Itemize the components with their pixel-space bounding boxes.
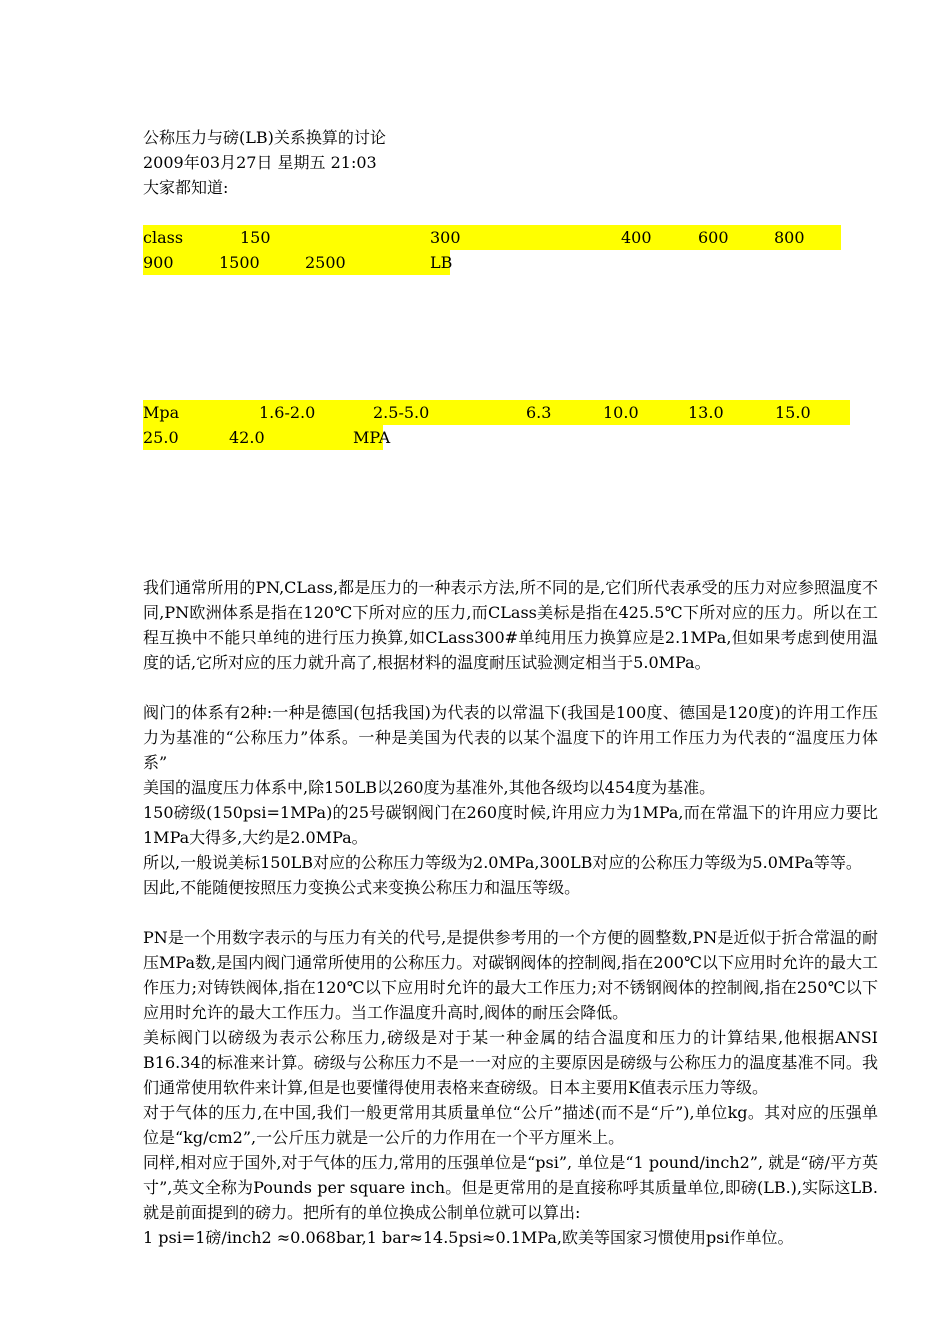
table-cell: 25.0 (143, 428, 179, 447)
spacer (143, 900, 878, 925)
table-cell: 13.0 (688, 403, 724, 422)
table-cell: 300 (430, 228, 461, 247)
table-cell: 1500 (219, 253, 260, 272)
paragraph-kg: 对于气体的压力,在中国,我们一般更常用其质量单位“公斤”描述(而不是“斤”),单位kg。其对应的压强单位是“kg/cm2”,一公斤压力就是一公斤的力作用在一个平方厘米上。 (143, 1103, 878, 1147)
table-cell: 600 (698, 228, 729, 247)
paragraph-psi: 同样,相对应于国外,对于气体的压力,常用的压强单位是“psi”, 单位是“1 pound/inch2”, 就是“磅/平方英寸”,英文全称为Pounds per square inch。但是更常用的是直接称呼其质量单位,即磅(LB.),实际这LB.就是前面提到的磅力。把所有的单位换成公制单位就可以算出: (143, 1153, 878, 1222)
table-cell: 15.0 (775, 403, 811, 422)
table-cell: Mpa (143, 403, 180, 422)
paragraph-conversion: 1 psi=1磅/inch2 ≈0.068bar,1 bar≈14.5psi≈0.1MPa,欧美等国家习惯使用psi作单位。 (143, 1228, 794, 1247)
table-cell: 150 (240, 228, 271, 247)
document-page (143, 125, 878, 1250)
paragraph-150-class: 150磅级(150psi=1MPa)的25号碳钢阀门在260度时候,许用应力为1MPa,而在常温下的许用应力要比1MPa大得多,大约是2.0MPa。 (143, 803, 878, 847)
doc-title: 公称压力与磅(LB)关系换算的讨论 (143, 128, 386, 147)
paragraph-us-class: 美标阀门以磅级为表示公称压力,磅级是对于某一种金属的结合温度和压力的计算结果,他根据ANSI B16.34的标准来计算。磅级与公称压力不是一一对应的主要原因是磅级与公称压力的温度基准不同。我们通常使用软件来计算,但是也要懂得使用表格来查磅级。日本主要用K值表示压力等级。 (143, 1028, 878, 1097)
table-cell: 2500 (305, 253, 346, 272)
paragraph-therefore: 因此,不能随便按照压力变换公式来变换公称压力和温压等级。 (143, 878, 581, 897)
table-row-mpa (143, 400, 850, 425)
table-row-class-cont (143, 250, 453, 275)
paragraph-pn-definition: PN是一个用数字表示的与压力有关的代号,是提供参考用的一个方便的圆整数,PN是近似于折合常温的耐压MPa数,是国内阀门通常所使用的公称压力。对碳钢阀体的控制阀,指在200℃以下应用时允许的最大工作压力;对铸铁阀体,指在120℃以下应用时允许的最大工作压力;对不锈钢阀体的控制阀,指在250℃以下应用时允许的最大工作压力。当工作温度升高时,阀体的耐压会降低。 (143, 928, 878, 1022)
paragraph-pn-class: 我们通常所用的PN,CLass,都是压力的一种表示方法,所不同的是,它们所代表承受的压力对应参照温度不同,PN欧洲体系是指在120℃下所对应的压力,而CLass美标是指在425.5℃下所对应的压力。所以在工程互换中不能只单纯的进行压力换算,如CLass300#单纯用压力换算应是2.1MPa,但如果考虑到使用温度的话,它所对应的压力就升高了,根据材料的温度耐压试验测定相当于5.0MPa。 (143, 578, 878, 672)
table-cell: 42.0 (229, 428, 265, 447)
spacer (143, 550, 878, 575)
table-cell: MPA (353, 428, 391, 447)
table-cell: 6.3 (526, 403, 552, 422)
paragraph-valve-systems: 阀门的体系有2种:一种是德国(包括我国)为代表的以常温下(我国是100度、德国是120度)的许用工作压力为基准的“公称压力”体系。一种是美国为代表的以某个温度下的许用工作压力为代表的“温度压力体系” (143, 703, 878, 772)
table-row-class (143, 225, 841, 250)
table-cell: 400 (621, 228, 652, 247)
table-cell: class (143, 228, 184, 247)
table-cell: 900 (143, 253, 174, 272)
table-cell: 2.5-5.0 (373, 403, 430, 422)
spacer (143, 675, 878, 700)
spacer (143, 200, 878, 225)
doc-intro: 大家都知道: (143, 178, 229, 197)
table-cell: 1.6-2.0 (259, 403, 316, 422)
paragraph-us-system: 美国的温度压力体系中,除150LB以260度为基准外,其他各级均以454度为基准。 (143, 778, 716, 797)
paragraph-so: 所以,一般说美标150LB对应的公称压力等级为2.0MPa,300LB对应的公称压力等级为5.0MPa等等。 (143, 853, 862, 872)
table-row-mpa-cont (143, 425, 391, 450)
table-cell: 800 (774, 228, 805, 247)
table-cell: 10.0 (603, 403, 639, 422)
table-cell: LB (430, 253, 453, 272)
doc-date: 2009年03月27日 星期五 21:03 (143, 153, 377, 172)
